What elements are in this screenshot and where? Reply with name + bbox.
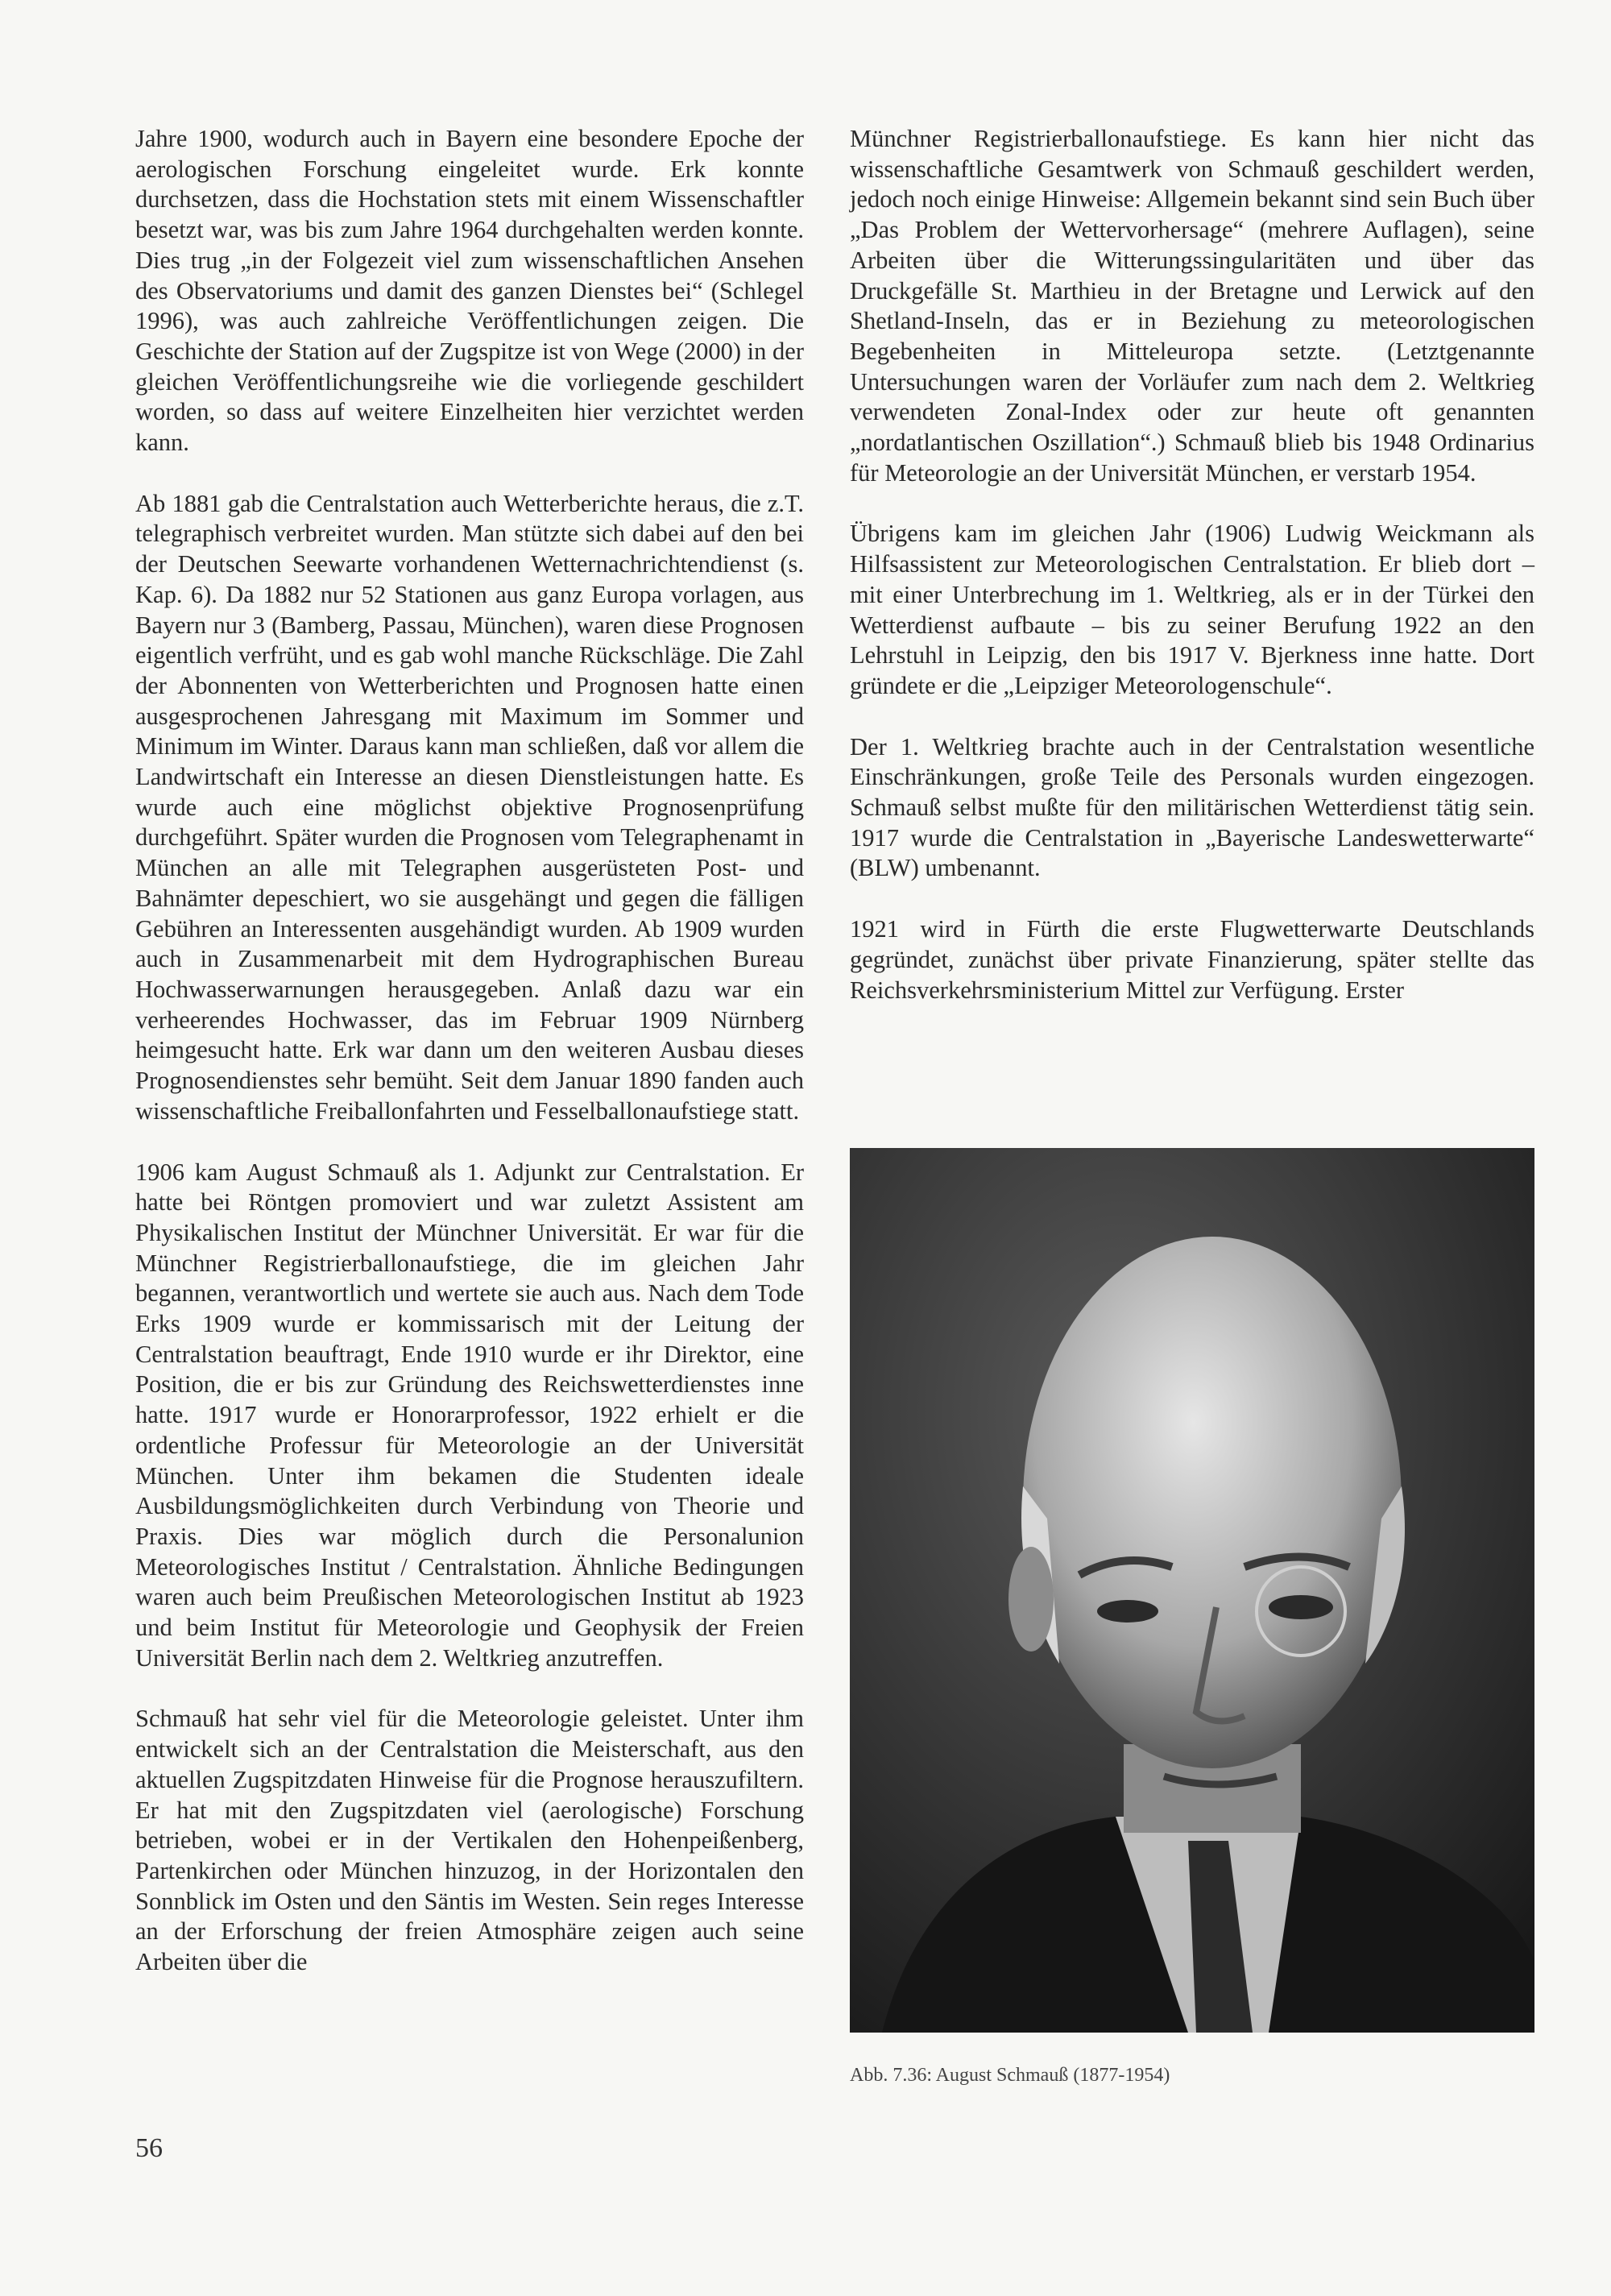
right-column <box>850 124 1534 1036</box>
portrait-illustration <box>850 1148 1534 2033</box>
paragraph: Münchner Registrierballonaufstiege. Es kann hier nicht das wissenschaftliche Gesamtwerk von Schmauß geschildert werden, jedoch noch einige Hinweise: Allgemein bekannt sind sein Buch über „Das Problem der Wettervorhersage“ (mehrere Auflagen), seine Arbeiten über die Witterungssingularitäten und über das Druckgefälle St. Marthieu in der Bretagne und Lerwick auf den Shetland-Inseln, das er in Beziehung zu meteorologischen Begebenheiten in Mitteleuropa setzte. (Letztgenannte Untersuchungen waren der Vorläufer zum nach dem 2. Weltkrieg verwendeten Zonal-Index oder zur heute oft genannten „nordatlantischen Oszillation“.) Schmauß blieb bis 1948 Ordinarius für Meteorologie an der Universität München, er verstarb 1954. <box>850 125 1534 487</box>
paragraph: Schmauß hat sehr viel für die Meteorologie geleistet. Unter ihm entwickelt sich an der Centralstation die Meisterschaft, aus den aktuellen Zugspitzdaten Hinweise für die Prognose herauszufiltern. Er hat mit den Zugspitzdaten viel (aerologische) Forschung betrieben, wobei er in der Vertikalen den Hohenpeißenberg, Partenkirchen oder München hinzuzog, in der Horizontalen den Sonnblick im Osten und den Säntis im Westen. Sein reges Interesse an der Erforschung der freien Atmosphäre zeigen auch seine Arbeiten über die <box>135 1705 804 1976</box>
paragraph: Ab 1881 gab die Centralstation auch Wetterberichte heraus, die z.T. telegraphisch verbreitet wurden. Man stützte sich dabei auf den bei der Deutschen Seewarte vorhandenen Wetternachrichtendienst (s. Kap. 6). Da 1882 nur 52 Stationen aus ganz Europa vorlagen, aus Bayern nur 3 (Bamberg, Passau, München), waren diese Prognosen eigentlich verfrüht, und es gab wohl manche Rückschläge. Die Zahl der Abonnenten von Wetterberichten und Prognosen hatte einen ausgesprochenen Jahresgang mit Maximum im Sommer und Minimum im Winter. Daraus kann man schließen, daß vor allem die Landwirtschaft ein Interesse an diesen Dienstleistungen hatte. Es wurde auch eine möglichst objektive Prognosenprüfung durchgeführt. Später wurden die Prognosen vom Telegraphenamt in München an alle mit Telegraphen ausgerüsteten Post- und Bahnämter depeschiert, wo sie ausgehängt und gegen die fälligen Gebühren an Interessenten ausgehändigt wurden. Ab 1909 wurden auch in Zusammenarbeit mit dem Hydrographischen Bureau Hochwasserwarnungen herausgegeben. Anlaß dazu war ein verheerendes Hochwasser, das im Februar 1909 Nürnberg heimgesucht hatte. Erk war dann um den weiteren Ausbau dieses Prognosendienstes sehr bemüht. Seit dem Januar 1890 fanden auch wissenschaftliche Freiballonfahrten und Fesselballonaufstiege statt. <box>135 489 804 1125</box>
left-column <box>135 124 804 2008</box>
paragraph: Jahre 1900, wodurch auch in Bayern eine besondere Epoche der aerologischen Forschung eingeleitet wurde. Erk konnte durchsetzen, dass die Hochstation stets mit einem Wissenschaftler besetzt war, was bis zum Jahre 1964 durchgehalten werden konnte. Dies trug „in der Folgezeit viel zum wissenschaftlichen Ansehen des Observatoriums und damit des ganzen Dienstes bei“ (Schlegel 1996), was auch zahlreiche Veröffentlichungen zeigen. Die Geschichte der Station auf der Zugspitze ist von Wege (2000) in der gleichen Veröffentlichungsreihe wie die vorliegende geschildert worden, so dass auf weitere Einzelheiten hier verzichtet werden kann. <box>135 125 804 457</box>
paragraph: 1921 wird in Fürth die erste Flugwetterwarte Deutschlands gegründet, zunächst über private Finanzierung, später stellte das Reichsverkehrsministerium Mittel zur Verfügung. Erster <box>850 915 1534 1004</box>
page-number: 56 <box>135 2133 163 2163</box>
portrait-photo <box>850 1148 1534 2033</box>
paragraph: Der 1. Weltkrieg brachte auch in der Centralstation wesentliche Einschränkungen, große Teile des Personals wurden eingezogen. Schmauß selbst mußte für den militärischen Wetterdienst tätig sein. 1917 wurde die Centralstation in „Bayerische Landeswetterwarte“ (BLW) umbenannt. <box>850 732 1534 882</box>
paragraph: 1906 kam August Schmauß als 1. Adjunkt zur Centralstation. Er hatte bei Röntgen promoviert und war zuletzt Assistent am Physikalischen Institut der Münchner Universität. Er war für die Münchner Registrierballonaufstiege, die im gleichen Jahr begannen, verantwortlich und wertete sie auch aus. Nach dem Tode Erks 1909 wurde er kommissarisch mit der Leitung der Centralstation beauftragt, Ende 1910 wurde er ihr Direktor, eine Position, die er bis zur Gründung des Reichswetterdienstes inne hatte. 1917 wurde er Honorarprofessor, 1922 erhielt er die ordentliche Professur für Meteorologie an der Universität München. Unter ihm bekamen die Studenten ideale Ausbildungsmöglichkeiten durch Verbindung von Theorie und Praxis. Dies war möglich durch die Personalunion Meteorologisches Institut / Centralstation. Ähnliche Bedingungen waren auch beim Preußischen Meteorologischen Institut ab 1923 und beim Institut für Meteorologie und Geophysik der Freien Universität Berlin nach dem 2. Weltkrieg anzutreffen. <box>135 1158 804 1672</box>
paragraph: Übrigens kam im gleichen Jahr (1906) Ludwig Weickmann als Hilfsassistent zur Meteorologischen Centralstation. Er blieb dort – mit einer Unterbrechung im 1. Weltkrieg, als er in der Türkei den Wetterdienst aufbaute – bis zu seiner Berufung 1922 an den Lehrstuhl in Leipzig, den bis 1917 V. Bjerkness inne hatte. Dort gründete er die „Leipziger Meteorologenschule“. <box>850 520 1534 699</box>
figure-caption: Abb. 7.36: August Schmauß (1877-1954) <box>850 2065 1170 2086</box>
